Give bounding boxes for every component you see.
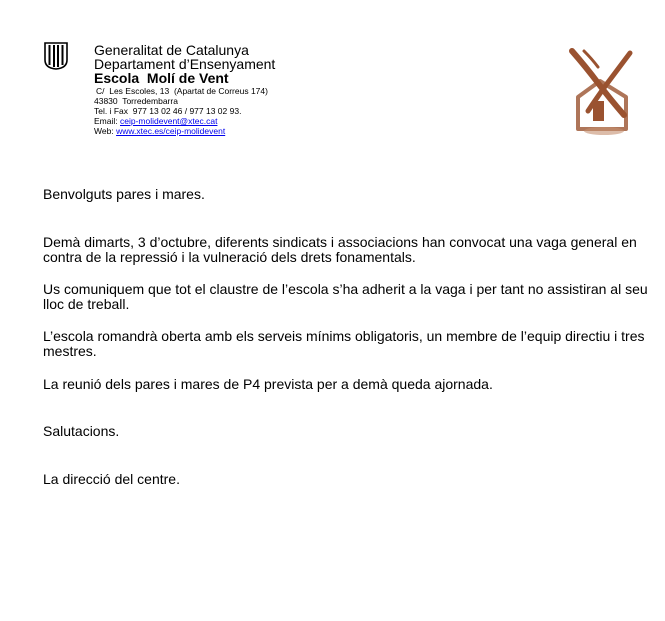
- letter-closing: Salutacions.: [43, 423, 120, 439]
- letter-paragraph: Demà dimarts, 3 d’octubre, diferents sindicats i associacions han convocat una vaga general en contra de la repressió i la vulneració dels drets fonamentals.: [43, 234, 637, 265]
- email-link[interactable]: ceip-molidevent@xtec.cat: [120, 116, 218, 126]
- email-label: Email:: [94, 116, 118, 126]
- letter-paragraph: La reunió dels pares i mares de P4 prevista per a demà queda ajornada.: [43, 376, 493, 392]
- letter-paragraph: L’escola romandrà oberta amb els serveis mínims obligatoris, un membre de l’equip directiu i tres mestres.: [43, 328, 645, 359]
- email-line: [94, 116, 275, 126]
- web-line: [94, 126, 275, 136]
- government-name: Generalitat de Catalunya: [94, 42, 249, 58]
- letter-paragraph: Us comuniquem que tot el claustre de l’escola s’ha adherit a la vaga i per tant no assistiran al seu lloc de treball.: [43, 281, 648, 312]
- school-phone-fax: Tel. i Fax 977 13 02 46 / 977 13 02 93.: [94, 106, 242, 116]
- letter-greeting: Benvolguts pares i mares.: [43, 186, 205, 202]
- letter-signature: La direcció del centre.: [43, 471, 180, 487]
- web-label: Web:: [94, 126, 114, 136]
- generalitat-crest-icon: [44, 42, 68, 70]
- school-name: Escola Molí de Vent: [94, 70, 229, 86]
- letterhead: [94, 43, 275, 136]
- web-link[interactable]: www.xtec.es/ceip-molidevent: [116, 126, 226, 136]
- school-address: C/ Les Escoles, 13 (Apartat de Correus 174): [96, 86, 268, 96]
- department-name: Departament d’Ensenyament: [94, 56, 276, 72]
- school-postcode-city: 43830 Torredembarra: [94, 96, 178, 106]
- school-logo-icon: [566, 45, 636, 137]
